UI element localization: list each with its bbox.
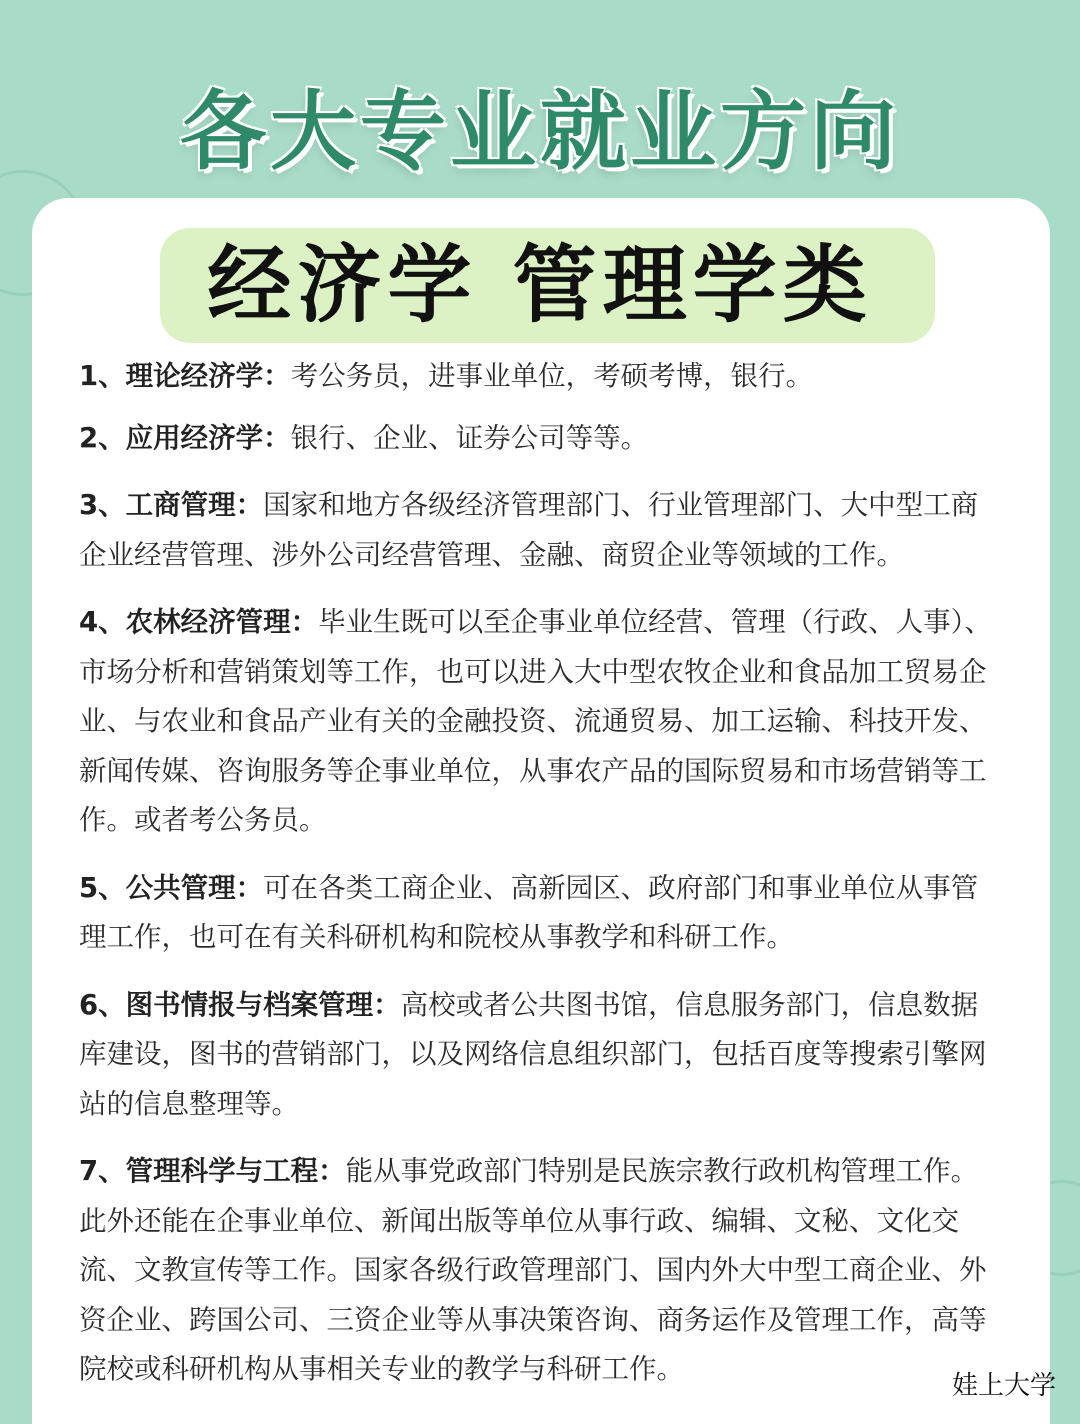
list-item	[79, 352, 1004, 402]
list-item	[79, 981, 1004, 1130]
item-text: 毕业生既可以至企事业单位经营、管理（行政、人事）、市场分析和营销策划等工作，也可以进入大中型农牧企业和食品加工贸易企业、与农业和食品产业有关的金融投资、流通贸易、加工运输、科技开发、新闻传媒、咨询服务等企事业单位，从事农产品的国际贸易和市场营销等工作。或者考公务员。	[79, 606, 992, 836]
list-item	[79, 1147, 1004, 1395]
item-text: 国家和地方各级经济管理部门、行业管理部门、大中型工商企业经营管理、涉外公司经营管理、金融、商贸企业等领域的工作。	[79, 489, 979, 571]
item-text: 能从事党政部门特别是民族宗教行政机构管理工作。此外还能在企事业单位、新闻出版等单位从事行政、编辑、文秘、文化交流、文教宣传等工作。国家各级行政管理部门、国内外大中型工商企业、外资企业、跨国公司、三资企业等从事决策咨询、商务运作及管理工作，高等院校或科研机构从事相关专业的教学与科研工作。	[79, 1155, 987, 1385]
list-item	[79, 481, 1004, 580]
list-item	[79, 414, 1004, 464]
page-title: 各大专业就业方向	[180, 82, 900, 182]
item-text: 高校或者公共图书馆，信息服务部门，信息数据库建设，图书的营销部门，以及网络信息组织部门，包括百度等搜索引擎网站的信息整理等。	[79, 988, 987, 1120]
item-heading: 4、农林经济管理：	[79, 606, 319, 638]
list-item	[79, 864, 1004, 963]
watermark: 娃上大学	[951, 1371, 1056, 1401]
item-heading: 6、图书情报与档案管理：	[79, 988, 401, 1021]
item-heading: 5、公共管理：	[79, 871, 264, 904]
list-item	[79, 598, 1004, 846]
major-list	[79, 352, 1004, 1395]
item-text: 考公务员，进事业单位，考硕考博，银行。	[290, 360, 814, 392]
item-text: 银行、企业、证券公司等等。	[290, 421, 649, 454]
item-heading: 1、理论经济学：	[79, 360, 291, 392]
item-heading: 3、工商管理：	[79, 489, 264, 521]
item-text: 可在各类工商企业、高新园区、政府部门和事业单位从事管理工作，也可在有关科研机构和院校从事教学和科研工作。	[79, 871, 979, 953]
item-heading: 7、管理科学与工程：	[79, 1155, 346, 1187]
item-heading: 2、应用经济学：	[79, 421, 291, 454]
section-subtitle: 经济学 管理学类	[207, 236, 873, 334]
